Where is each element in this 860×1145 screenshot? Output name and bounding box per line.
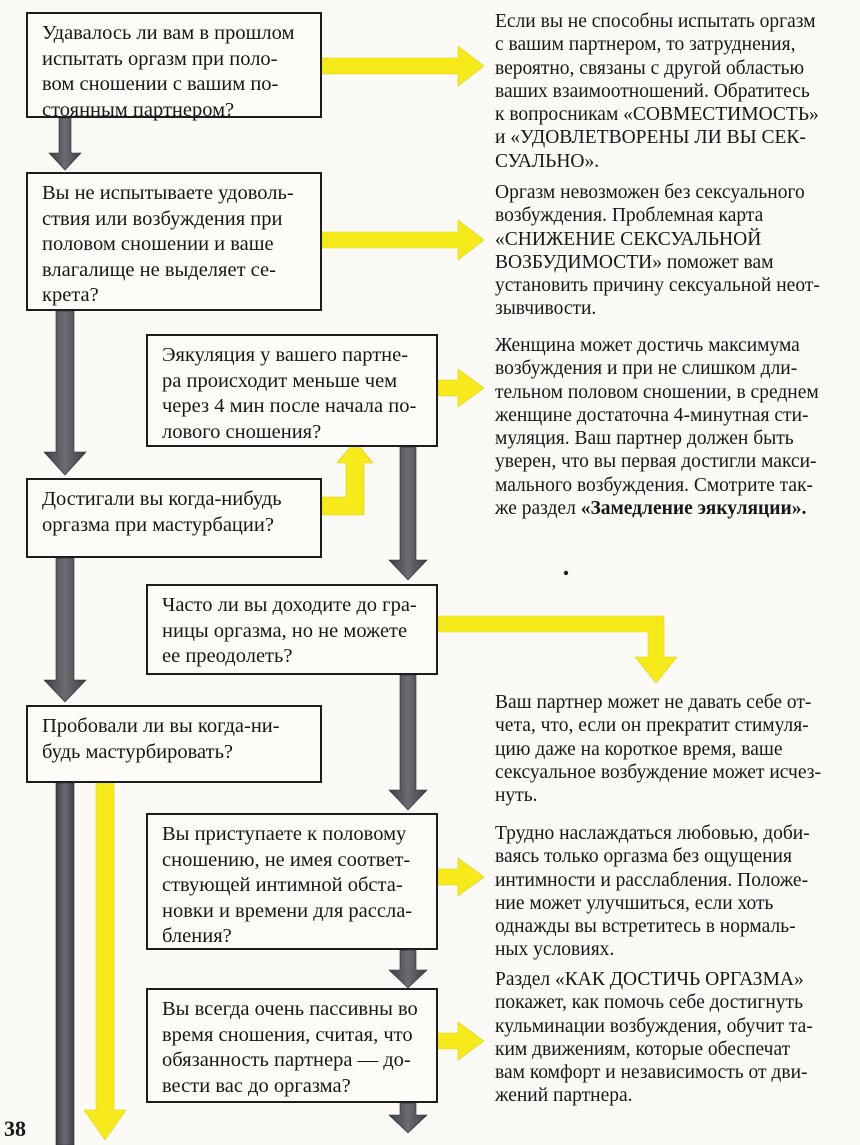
yes-arrow-q8 [438, 1022, 484, 1060]
answer-2: Оргазм невозможен без сексуального возбуждения. Проблемная карта «СНИЖЕНИЕ СЕКСУАЛЬНОЙ ВОЗБУДИМОСТИ» поможет вам установить причину сексуальной неот- зывчивости. [495, 182, 820, 320]
yes-arrow-q1 [322, 46, 484, 86]
down-arrow-q1-q2 [49, 118, 81, 170]
answer-5: Трудно наслаждаться любовью, доби- ваясь только оргазма без ощущения интимности и расслабления. Положе- ние может улучшиться, если хоть однажды вы встретитесь в нормаль- ных условиях. [495, 823, 810, 961]
question-box-1: Удавалось ли вам в прошлом испытать оргазм при поло- вом сношении с вашим по- стоянным партнером? [26, 12, 322, 118]
question-box-2: Вы не испытываете удоволь- ствия или возбуждения при половом сношении и ваше влагалище не выделяет се- крета? [26, 172, 322, 311]
answer-6: Раздел «КАК ДОСТИЧЬ ОРГАЗМА» покажет, как помочь себе достигнуть кульминации возбуждения, обучит та- ким движениям, которые обеспечат вам комфорт и независимость от дви- жений партнера. [495, 969, 813, 1107]
yes-arrow-q5 [438, 616, 677, 683]
down-arrow-q3-q5 [389, 447, 427, 580]
down-arrow-q2-q4 [44, 311, 86, 475]
yes-arrow-q7 [438, 858, 484, 896]
question-box-6: Пробовали ли вы когда-ни- будь мастурбировать? [26, 705, 322, 783]
answer-3-bold-link: «Замедление эякуляции». [580, 498, 807, 520]
yes-arrow-q3 [438, 369, 484, 407]
question-box-8: Вы всегда очень пассивны во время сношения, считая, что обязанность партнера — до- вести вас до оргазма? [146, 988, 438, 1103]
answer-1: Если вы не способны испытать оргазм с вашим партнером, то затруднения, вероятно, связаны с другой областью ваших взаимоотношений. Обратитесь к вопросникам «СОВМЕСТИМОСТЬ» и «УДОВЛЕТВОРЕНЫ ЛИ ВЫ СЕК- СУАЛЬНО». [495, 11, 819, 172]
answer-4: Ваш партнер может не давать себе от- чета, что, если он прекратит стимуля- цию даже на короткое время, ваше сексуальное возбуждение может исчез- нуть. [495, 692, 821, 807]
yes-arrow-q2 [322, 220, 484, 260]
down-arrow-q7-q8 [389, 950, 427, 988]
page-number: 38 [4, 1116, 26, 1141]
yes-arrow-q6-down [84, 783, 126, 1140]
question-box-5: Часто ли вы доходите до гра- ницы оргазма, но не можете ее преодолеть? [146, 584, 438, 675]
yes-arrow-q4-up [322, 441, 373, 515]
ink-dot [564, 571, 568, 575]
question-box-4: Достигали вы когда-нибудь оргазма при мастурбации? [26, 478, 322, 558]
answer-3-text: Женщина может достичь максимума возбуждения и при не слишком дли- тельном половом сношении, в среднем женщине достаточна 4-минутная сти- муляция. Ваш партнер должен быть уверен, что вы первая достигли макси- мального возбуждения. Смотрите так- же раздел [495, 335, 819, 520]
question-box-3: Эякуляция у вашего партне- ра происходит меньше чем через 4 мин после начала по- лового сношения? [146, 334, 438, 447]
down-arrow-q8-next [389, 1103, 427, 1133]
question-box-7: Вы приступаете к половому сношению, не имея соответ- ствующей интимной обста- новки и времени для рассла- бления? [146, 813, 438, 950]
down-arrow-q6-left [56, 783, 74, 1145]
answer-3 [495, 334, 855, 520]
down-arrow-q4-q6 [44, 558, 86, 702]
down-arrow-q5-q7 [389, 675, 427, 810]
